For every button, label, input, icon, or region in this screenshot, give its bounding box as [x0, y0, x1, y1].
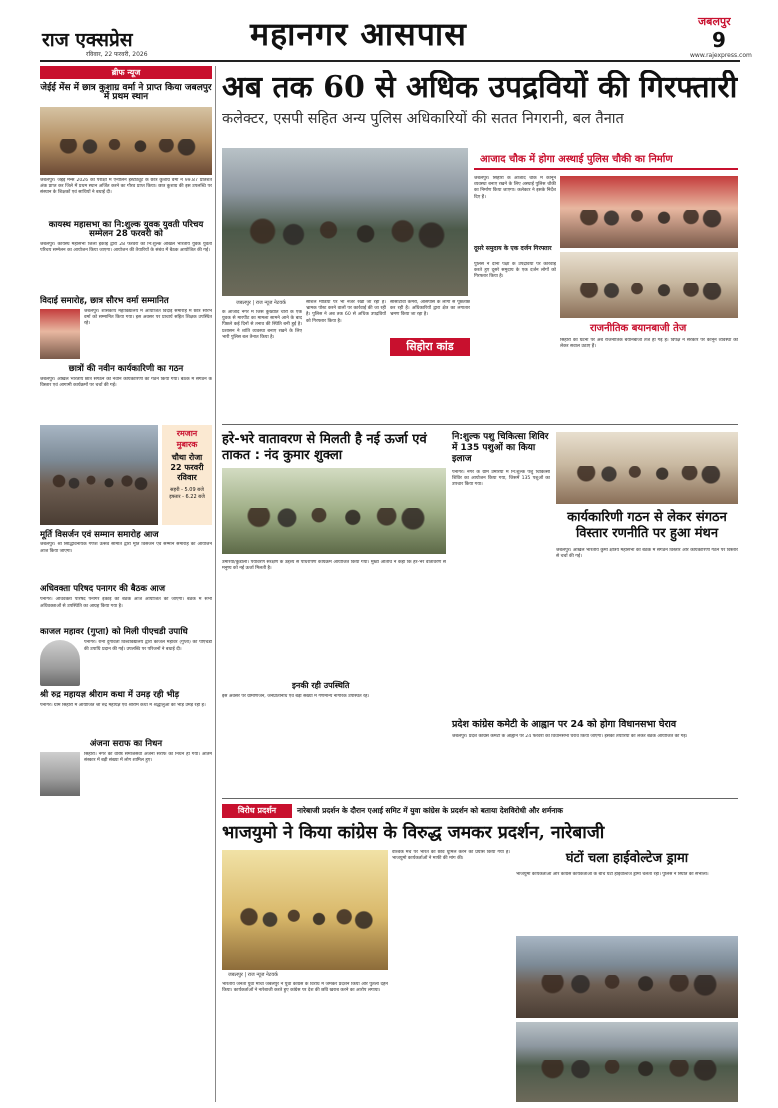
lead-photo-police: [222, 148, 468, 296]
brief-6-headline: अधिवक्ता परिषद पनागर की बैठक आज: [40, 584, 166, 595]
protest-ticker: [222, 804, 738, 818]
azad-chowk-headline: आजाद चौक में होगा अस्थाई पुलिस चौकी का निर्माण: [474, 150, 738, 170]
greenery-headline: हरे-भरे वातावरण से मिलती है नई ऊर्जा एवं ताकत : नंद कुमार शुक्ला: [222, 432, 427, 463]
vet-camp-body: पनागर। नगर के ग्राम उमरिया में नि:शुल्क पशु चिकित्सा शिविर का आयोजन किया गया, जिसमें 135 पशुओं का उपचार किया गया।: [452, 470, 550, 488]
karyakarini-body: जबलपुर। अखिल भारतीय कुर्मी क्षत्रिय महासभा की बैठक में संगठन विस्तार और कार्यकारिणी गठन पर विस्तार से चर्चा की गई।: [556, 548, 738, 560]
brief-3-photo: [40, 309, 80, 359]
greenery-body: उमरिया/कुंडाली। पर्यावरण संरक्षण के उद्देश्य से पौधरोपण कार्यक्रम आयोजित किया गया। मुख्य अतिथि ने कहा कि हरे-भरे वातावरण से मनुष्य को नई ऊर्जा मिलती है।: [222, 560, 446, 572]
brief-3-body: जबलपुर। शासकीय महाविद्यालय में आयोजित विदाई समारोह में छात्र सौरभ वर्मा को सम्मानित किया गया। इस अवसर पर प्राचार्य सहित शिक्षक उपस्थित रहे।: [84, 308, 212, 327]
ramzan-times: सहरी - 5.09 बजे इफ्तार - 6.22 बजे: [169, 486, 205, 500]
meeting-photo: [560, 252, 738, 318]
brief-9-portrait: [40, 752, 80, 796]
brief-5-body: जबलपुर। श्री सिद्धिविनायक गणेश उत्सव समिति द्वारा मूर्ति विसर्जन एवं सम्मान समारोह का आयोजन आज किया जाएगा।: [40, 542, 212, 554]
greenery-body2: इस अवसर पर ग्रामीणजन, जनप्रतिनिधि एवं बड़ी संख्या में गणमान्य नागरिक उपस्थित रहे।: [222, 694, 370, 699]
brief-5-headline: मूर्ति विसर्जन एवं सम्मान समारोह आज: [40, 529, 159, 540]
azad-chowk-photo: [560, 176, 738, 248]
brief-2-headline: कायस्थ महासभा का नि:शुल्क युवक युवती परिचय सम्मेलन 28 फरवरी को: [48, 219, 204, 239]
section-title: महानगर आसपास: [250, 15, 467, 53]
issue-date: रविवार, 22 फरवरी, 2026: [86, 51, 148, 58]
brief-4-headline: छात्रों की नवीन कार्यकारिणी का गठन: [68, 363, 184, 374]
brief-8-headline: श्री रुद्र महायज्ञ श्रीराम कथा में उमड़ रही भीड़: [40, 690, 180, 701]
lead-rule: [222, 424, 738, 425]
highway-photo-1: [516, 936, 738, 1018]
lead-headline: अब तक 60 से अधिक उपद्रवियों की गिरफ्तारी: [222, 70, 738, 105]
ramzan-subtitle: चौथा रोजा 22 फरवरी रविवार: [170, 452, 204, 482]
paper-name: राज एक्सप्रेस: [42, 29, 133, 51]
brief-8-body: पनागर। ग्राम सिहोरी में आयोजित श्री रुद्र महायज्ञ एवं श्रीराम कथा में श्रद्धालुओं की भीड़ उमड़ रही है।: [40, 703, 206, 709]
masthead-rule: [40, 60, 740, 62]
protest-label: विरोध प्रदर्शन: [222, 804, 292, 818]
greenery-photo: [222, 468, 446, 554]
lead-tag: सिहोरा कांड: [390, 338, 470, 356]
website-url[interactable]: www.rajexpress.com: [690, 52, 752, 59]
karyakarini-photo: [556, 432, 738, 504]
lead-body-2: सोशल मीडिया पर भी नजर रखी जा रही है। भ्रामक पोस्ट करने वालों पर कार्रवाई की जा रही है। पुलिस ने अब तक 60 से अधिक उपद्रवियों को गिरफ्तार किया है।: [306, 300, 386, 324]
column-divider: [215, 66, 216, 1102]
city-label: जबलपुर: [698, 15, 731, 28]
protest-body: भारतीय जनता युवा मोर्चा जबलपुर ने युवा कांग्रेस के विरोध में जमकर प्रदर्शन किया और पुतला दहन किया। कार्यकर्ताओं ने नारेबाजी करते हुए कांग्रेस पर देश की छवि खराब करने का आरोप लगाया।: [222, 982, 388, 994]
protest-byline: जबलपुर | राज न्यूज नेटवर्क: [228, 972, 278, 978]
azad-chowk-body2: पुलिस ने दोनों पक्षों के उपद्रवियों पर कार्रवाई करते हुए दूसरे समुदाय के एक दर्जन लोगों को गिरफ्तार किया है।: [474, 262, 556, 280]
brief-9-body: सिहोरा। नगर की वरिष्ठ समाजसेवी अंजना सराफ का निधन हो गया। अंतिम संस्कार में बड़ी संख्या में लोग शामिल हुए।: [84, 752, 212, 764]
brief-9-headline: अंजना सराफ का निधन: [89, 739, 163, 750]
brief-1-headline: जेईई मेंस में छात्र कुशाग्र वर्मा ने प्राप्त किया जबलपुर में प्रथम स्थान: [40, 83, 212, 103]
highway-drama-body: भाजयुमो कार्यकर्ताओं और कांग्रेस कार्यकर्ताओं के बीच घंटों हाईवोल्टेज ड्रामा चलता रहा। पुलिस ने स्थिति को संभाला।: [516, 872, 709, 877]
brief-7-portrait: [40, 640, 80, 686]
masthead: [0, 0, 778, 60]
azad-chowk-body: जबलपुर। सिहोरा के आजाद चौक में कानून व्यवस्था बनाए रखने के लिए अस्थाई पुलिस चौकी का निर्माण किया जाएगा। कलेक्टर ने इसके निर्देश दिए हैं।: [474, 176, 556, 200]
brief-news-column: [40, 66, 212, 1102]
highway-drama-headline: घंटों चला हाईवोल्टेज ड्रामा: [565, 851, 689, 866]
protest-photo: [222, 850, 388, 970]
political-heat-headline: राजनीतिक बयानबाजी तेज: [590, 323, 687, 334]
greenery-subhead: इनकी रही उपस्थिति: [292, 681, 350, 690]
highway-photo-2: [516, 1022, 738, 1102]
karyakarini-headline: कार्यकारिणी गठन से लेकर संगठन विस्तार रणनीति पर हुआ मंथन: [567, 510, 727, 541]
ramzan-box: [162, 425, 212, 525]
protest-rule: [222, 798, 738, 799]
protest-headline: भाजयुमो ने किया कांग्रेस के विरुद्ध जमकर प्रदर्शन, नारेबाजी: [222, 823, 605, 843]
lead-body-3: सीसीटीवी कैमरों, आसपास के लोगों से पूछताछ कर रही है। अधिकारियों द्वारा क्षेत्र का लगातार भ्रमण किया जा रहा है।: [390, 300, 470, 318]
vet-camp-headline: नि:शुल्क पशु चिकित्सा शिविर में 135 पशुओं का किया इलाज: [452, 432, 549, 464]
ramzan-photo: [40, 425, 158, 525]
brief-news-label: ब्रीफ न्यूज: [40, 66, 212, 79]
protest-body-2: वैश्विक मंच पर भारत की छवि धूमिल करने का प्रयास किया गया है। भाजयुमो कार्यकर्ताओं ने माफी की मांग की।: [392, 850, 510, 862]
congress-gherav-headline: प्रदेश कांग्रेस कमेटी के आह्वान पर 24 को होगा विधानसभा घेराव: [452, 719, 677, 730]
brief-7-headline: काजल महावर (गुप्ता) को मिली पीएचडी उपाधि: [40, 627, 188, 638]
lead-subheadline: कलेक्टर, एसपी सहित अन्य पुलिस अधिकारियों की सतत निगरानी, बल तैनात: [222, 111, 624, 127]
brief-1-body: जबलपुर। जेईई मेन्स 2026 की परीक्षा में एनोलिन इंस्टीट्यूट के छात्र कुशाग्र वर्मा ने 99.87 प्रतिशत अंक प्राप्त कर जिले में प्रथम स्थान अर्जित करने का गौरव प्राप्त किया। छात्र कुशाग्र की इस उपलब्धि पर संस्थान के शिक्षकों एवं साथियों ने बधाई दी।: [40, 177, 212, 196]
brief-7-body: पनागर। रानी दुर्गावती विश्वविद्यालय द्वारा काजल महावर (गुप्ता) को पीएचडी की उपाधि प्रदान की गई। उपलब्धि पर परिजनों ने बधाई दी।: [84, 640, 212, 652]
brief-4-body: जबलपुर। अखिल भारतीय छात्र संगठन की नवीन कार्यकारिणी का गठन किया गया। बैठक में संगठन के विस्तार एवं आगामी कार्यक्रमों पर चर्चा की गई।: [40, 376, 212, 388]
political-heat-body: सिहोरा की घटना पर अब राजनीतिक बयानबाजी तेज हो गई है। विपक्ष ने सरकार पर कानून व्यवस्था को लेकर सवाल उठाए हैं।: [560, 338, 738, 350]
ramzan-title: रमजान मुबारक: [176, 428, 198, 449]
azad-chowk-subhead: दूसरे समुदाय के एक दर्जन गिरफ्तार: [474, 245, 552, 252]
brief-2-body: जबलपुर। कायस्थ महासभा जिला इकाई द्वारा 28 फरवरी को नि:शुल्क अखिल भारतीय युवक युवती परिचय सम्मेलन का आयोजन किया जाएगा। आयोजन की तैयारियों के संबंध में बैठक आयोजित की गई।: [40, 241, 212, 253]
page-number: 9: [712, 28, 726, 52]
brief-3-headline: विदाई समारोह, छात्र सौरभ वर्मा सम्मानित: [40, 295, 169, 306]
lead-byline: जबलपुर | राज न्यूज नेटवर्क: [236, 300, 286, 306]
brief-1-photo: [40, 107, 212, 175]
congress-gherav-body: जबलपुर। प्रदेश कांग्रेस कमेटी के आह्वान पर 24 फरवरी को विधानसभा घेराव किया जाएगा। इसकी तैयारियों को लेकर बैठक आयोजित की गई।: [452, 734, 688, 739]
protest-ticker-text: नारेबाजी प्रदर्शन के दौरान एआई समिट में युवा कांग्रेस के प्रदर्शन को बताया देशविरोधी और शर्मनाक: [297, 806, 563, 815]
brief-6-body: पनागर। अधिवक्ता परिषद पनागर इकाई की बैठक आज आयोजित की जाएगी। बैठक में सभी अधिवक्ताओं से उपस्थिति का आग्रह किया गया है।: [40, 597, 212, 609]
lead-body-1: के आजाद नगर में जिस कुख्यात चोरी के एक युवक से मारपीट का मामला सामने आने के बाद पिछले कई दिनों से तनाव की स्थिति बनी हुई है। प्रशासन ने शांति व्यवस्था बनाए रखने के लिए भारी पुलिस बल तैनात किया है।: [222, 310, 302, 340]
